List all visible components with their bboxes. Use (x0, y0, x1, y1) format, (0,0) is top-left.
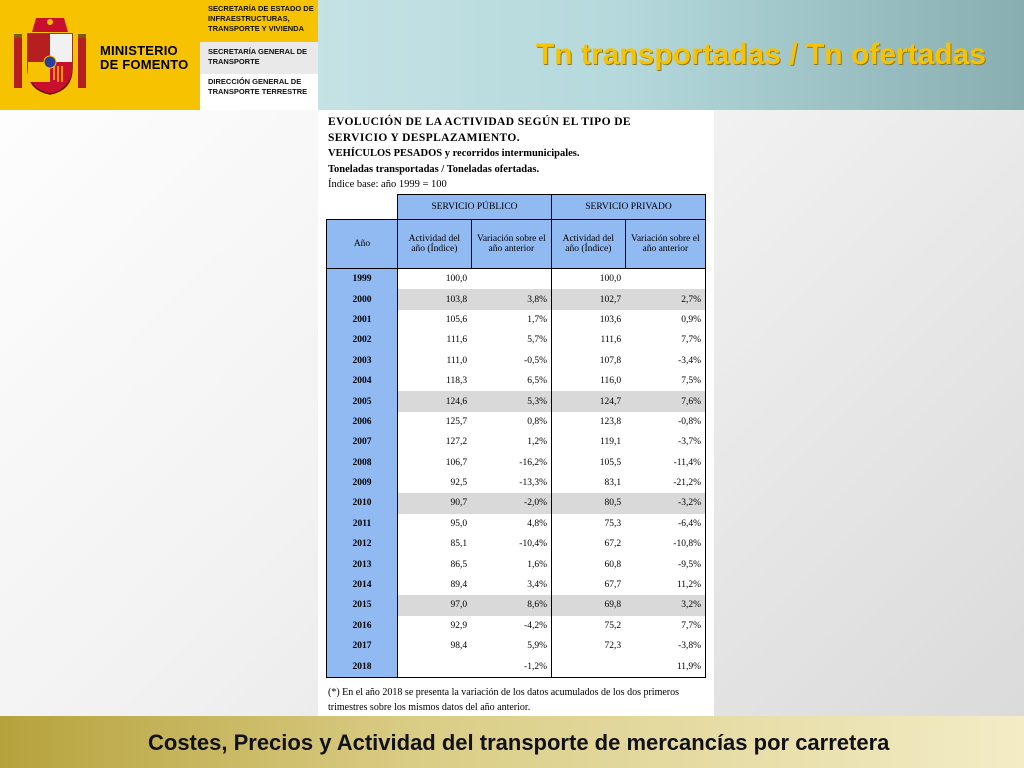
header-public-variation: Variación sobre el año anterior (471, 220, 551, 269)
private-variation-cell: -0,8% (625, 412, 705, 432)
public-variation-cell: 3,8% (471, 289, 551, 309)
table-row (327, 534, 706, 554)
public-activity-cell: 105,6 (445, 314, 468, 325)
private-activity-cell: 67,2 (604, 539, 622, 550)
header-public-service: SERVICIO PÚBLICO (398, 195, 552, 220)
public-variation-cell: -2,0% (471, 493, 551, 513)
table-row (327, 371, 706, 391)
table-row (327, 412, 706, 432)
table-row (327, 616, 706, 636)
year-cell: 2018 (327, 656, 398, 677)
public-variation-cell: 8,6% (471, 595, 551, 615)
public-variation-cell: -10,4% (471, 534, 551, 554)
year-cell: 2016 (327, 616, 398, 636)
public-activity-cell: 92,5 (450, 478, 468, 489)
private-activity-cell: 80,5 (551, 493, 625, 513)
table-row (327, 330, 706, 350)
private-activity-cell: 75,3 (604, 518, 622, 529)
table-row (327, 636, 706, 656)
document-subheading-base: Índice base: año 1999 = 100 (328, 179, 447, 190)
year-cell: 2003 (327, 351, 398, 371)
private-variation-cell: -6,4% (625, 514, 705, 534)
public-activity-cell: 98,4 (450, 641, 468, 652)
private-activity-cell: 103,6 (599, 314, 622, 325)
table-row (327, 575, 706, 595)
public-activity-cell: 85,1 (450, 539, 468, 550)
private-activity-cell: 105,5 (599, 457, 622, 468)
private-activity-cell: 67,7 (604, 580, 622, 591)
public-activity-cell (398, 656, 472, 677)
private-variation-cell: -10,8% (625, 534, 705, 554)
private-activity-cell: 123,8 (599, 416, 622, 427)
table-row (327, 554, 706, 574)
private-activity-cell: 83,1 (604, 478, 622, 489)
header-band (0, 0, 1024, 110)
year-cell: 2009 (327, 473, 398, 493)
table-row (327, 351, 706, 371)
ministry-line1: MINISTERIO (100, 43, 178, 58)
public-activity-cell: 124,6 (398, 391, 472, 411)
year-cell: 2010 (327, 493, 398, 513)
private-activity-cell: 102,7 (551, 289, 625, 309)
public-activity-cell: 89,4 (450, 580, 468, 591)
public-variation-cell: 5,7% (471, 330, 551, 350)
document-heading: EVOLUCIÓN DE LA ACTIVIDAD SEGÚN EL TIPO DE SERVICIO Y DESPLAZAMIENTO. (328, 116, 631, 144)
private-variation-cell: -3,4% (625, 351, 705, 371)
public-variation-cell: 5,3% (471, 391, 551, 411)
table-row (327, 595, 706, 615)
private-variation-cell (625, 269, 705, 290)
public-activity-cell: 86,5 (450, 559, 468, 570)
table-row (327, 289, 706, 309)
private-variation-cell: -9,5% (625, 554, 705, 574)
private-variation-cell: 0,9% (625, 310, 705, 330)
public-activity-cell: 111,0 (446, 355, 468, 366)
year-cell: 2007 (327, 432, 398, 452)
footer-title: Costes, Precios y Actividad del transporte de mercancías por carretera (148, 730, 890, 755)
private-variation-cell: 7,6% (625, 391, 705, 411)
ministry-name (100, 44, 188, 72)
private-variation-cell: -11,4% (625, 453, 705, 473)
header-private-variation: Variación sobre el año anterior (625, 220, 705, 269)
year-cell: 2002 (327, 330, 398, 350)
slide-title: Tn transportadas / Tn ofertadas (535, 38, 986, 71)
private-activity-cell: 119,1 (600, 437, 622, 448)
directorate-general: DIRECCIÓN GENERAL DE TRANSPORTE TERRESTRE (200, 74, 318, 110)
table-row (327, 310, 706, 330)
public-variation-cell: 0,8% (471, 412, 551, 432)
year-cell: 2015 (327, 595, 398, 615)
secretariat-panel (200, 0, 318, 110)
public-variation-cell: 4,8% (471, 514, 551, 534)
public-variation-cell (471, 269, 551, 290)
table-row (327, 269, 706, 290)
private-activity-cell: 100,0 (599, 274, 622, 285)
header-year: Año (327, 220, 398, 269)
public-variation-cell: 6,5% (471, 371, 551, 391)
public-activity-cell: 90,7 (398, 493, 472, 513)
header-private-service: SERVICIO PRIVADO (551, 195, 705, 220)
private-variation-cell: 11,9% (625, 656, 705, 677)
table-body (327, 269, 706, 678)
year-cell: 2004 (327, 371, 398, 391)
year-cell: 2013 (327, 554, 398, 574)
header-private-activity: Actividad del año (Índice) (551, 220, 625, 269)
private-variation-cell: -3,7% (625, 432, 705, 452)
public-variation-cell: -4,2% (471, 616, 551, 636)
public-variation-cell: 5,9% (471, 636, 551, 656)
public-activity-cell: 97,0 (398, 595, 472, 615)
ministry-line2: DE FOMENTO (100, 57, 189, 72)
public-activity-cell: 118,3 (446, 376, 468, 387)
coat-of-arms-icon (14, 16, 86, 96)
public-activity-cell: 106,7 (445, 457, 468, 468)
public-activity-cell: 92,9 (450, 620, 468, 631)
private-activity-cell: 107,8 (599, 355, 622, 366)
footnote: (*) En el año 2018 se presenta la variación de los datos acumulados de los dos primeros trimestres sobre los mismos datos del año anterior. (328, 687, 680, 713)
year-cell: 2014 (327, 575, 398, 595)
header-public-activity: Actividad del año (Índice) (398, 220, 472, 269)
year-cell: 2017 (327, 636, 398, 656)
private-activity-cell: 72,3 (604, 641, 622, 652)
table-row (327, 656, 706, 677)
public-variation-cell: 1,2% (471, 432, 551, 452)
year-cell: 2001 (327, 310, 398, 330)
public-activity-cell: 95,0 (450, 518, 468, 529)
public-variation-cell: -16,2% (471, 453, 551, 473)
activity-table (326, 194, 706, 678)
private-variation-cell: 7,5% (625, 371, 705, 391)
year-cell: 2006 (327, 412, 398, 432)
year-cell: 2000 (327, 289, 398, 309)
document-subheading-vehicles: VEHÍCULOS PESADOS y recorridos intermunicipales. (328, 148, 580, 159)
table-row (327, 493, 706, 513)
public-activity-cell: 125,7 (445, 416, 468, 427)
public-activity-cell: 127,2 (445, 437, 468, 448)
year-cell: 2005 (327, 391, 398, 411)
private-variation-cell: -21,2% (625, 473, 705, 493)
public-activity-cell: 100,0 (445, 274, 468, 285)
year-cell: 2008 (327, 453, 398, 473)
year-cell: 2011 (327, 514, 398, 534)
private-variation-cell: -3,2% (625, 493, 705, 513)
private-variation-cell: 7,7% (625, 616, 705, 636)
public-variation-cell: 3,4% (471, 575, 551, 595)
table-row (327, 453, 706, 473)
secretariat-state: SECRETARÍA DE ESTADO DE INFRAESTRUCTURAS, TRANSPORTE Y VIVIENDA (200, 0, 318, 42)
private-variation-cell: 3,2% (625, 595, 705, 615)
year-cell: 2012 (327, 534, 398, 554)
public-variation-cell: -1,2% (471, 656, 551, 677)
private-activity-cell: 69,8 (551, 595, 625, 615)
footer-band (0, 716, 1024, 768)
document-subheading-tonnes: Toneladas transportadas / Toneladas ofertadas. (328, 164, 540, 175)
private-activity-cell: 124,7 (551, 391, 625, 411)
public-variation-cell: -0,5% (471, 351, 551, 371)
table-row (327, 432, 706, 452)
table-row (327, 473, 706, 493)
public-activity-cell: 111,6 (446, 335, 468, 346)
private-variation-cell: 7,7% (625, 330, 705, 350)
table-row (327, 391, 706, 411)
public-variation-cell: -13,3% (471, 473, 551, 493)
public-variation-cell: 1,6% (471, 554, 551, 574)
private-variation-cell: 11,2% (625, 575, 705, 595)
year-cell: 1999 (327, 269, 398, 290)
private-activity-cell: 75,2 (604, 620, 622, 631)
ministry-logo (0, 0, 200, 110)
private-variation-cell: -3,8% (625, 636, 705, 656)
private-activity-cell (551, 656, 625, 677)
table-row (327, 514, 706, 534)
public-variation-cell: 1,7% (471, 310, 551, 330)
private-variation-cell: 2,7% (625, 289, 705, 309)
private-activity-cell: 60,8 (604, 559, 622, 570)
public-activity-cell: 103,8 (398, 289, 472, 309)
secretariat-general: SECRETARÍA GENERAL DE TRANSPORTE (200, 42, 318, 74)
document-page (318, 110, 714, 716)
private-activity-cell: 116,0 (600, 376, 622, 387)
private-activity-cell: 111,6 (600, 335, 622, 346)
